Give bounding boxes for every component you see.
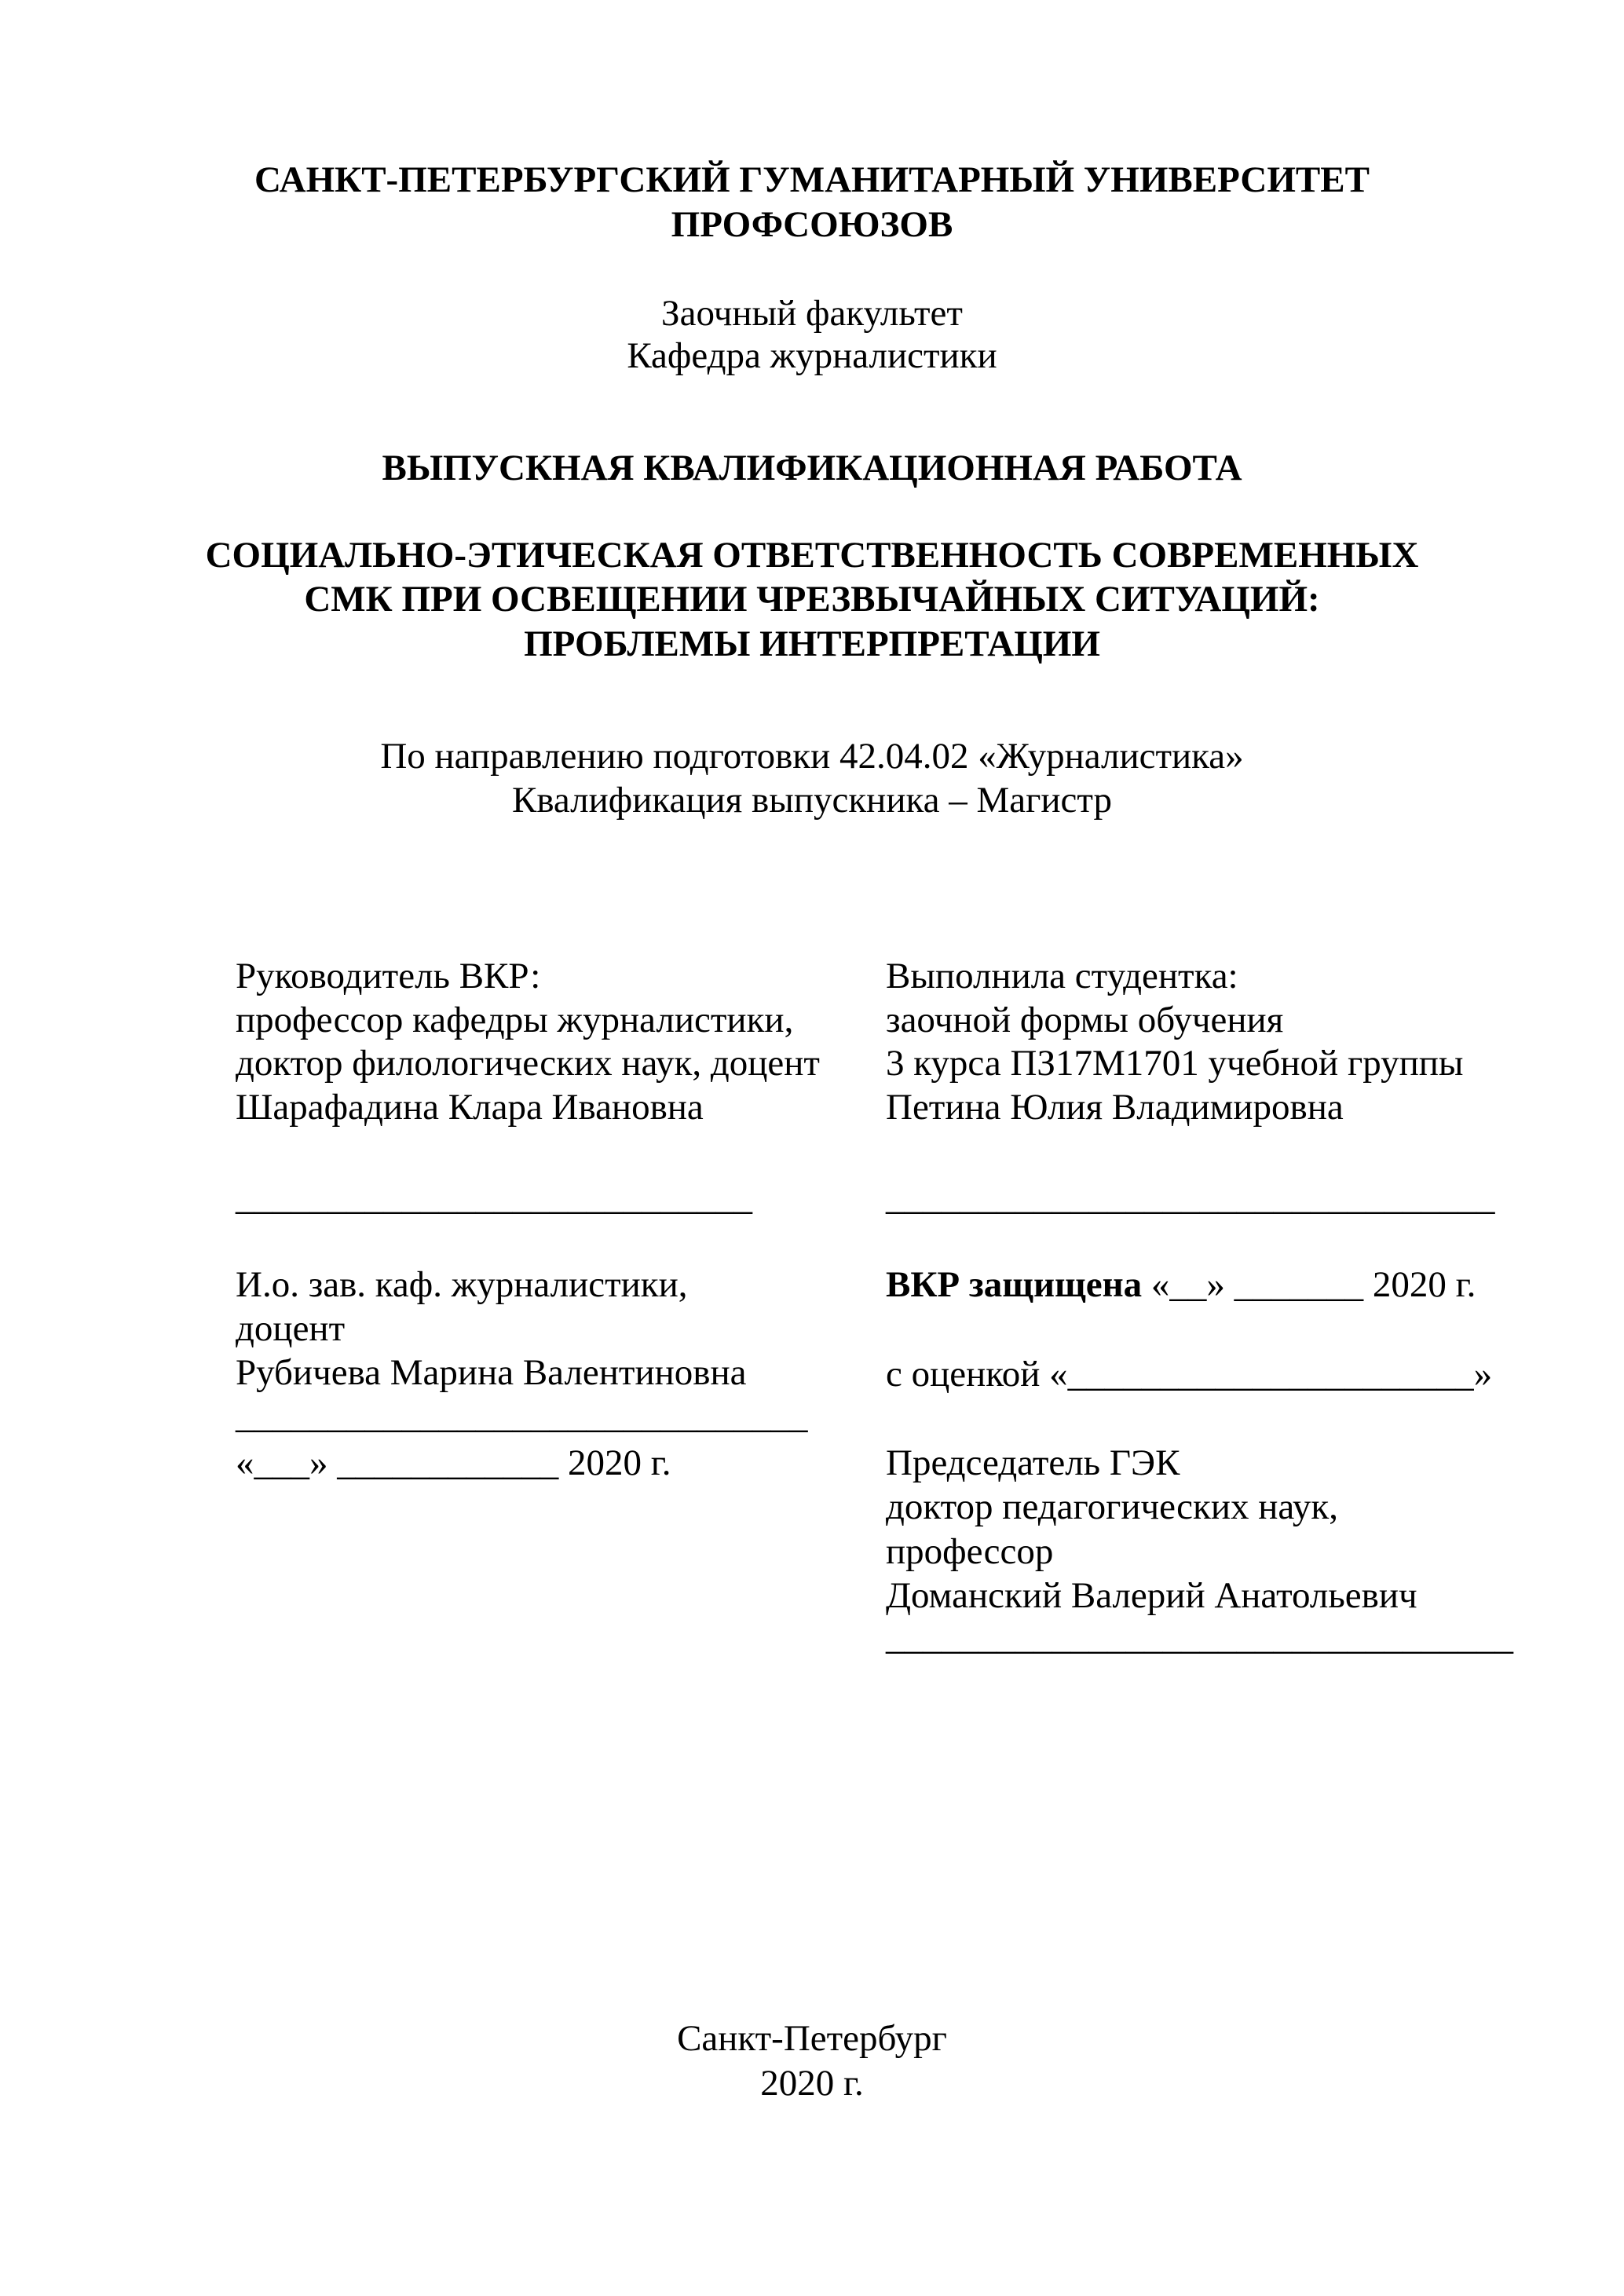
- department: Кафедра журналистики: [627, 335, 997, 376]
- city: Санкт-Петербург: [677, 2018, 947, 2059]
- head-line: И.о. зав. каф. журналистики,: [236, 1264, 688, 1305]
- university-name-line2: ПРОФСОЮЗОВ: [671, 204, 953, 245]
- title-line: СМК ПРИ ОСВЕЩЕНИИ ЧРЕЗВЫЧАЙНЫХ СИТУАЦИЙ:: [304, 579, 1320, 620]
- defense-date: [886, 1263, 1476, 1307]
- head-signature-line: _______________________________: [236, 1395, 808, 1436]
- supervisor-signature-line: ____________________________: [236, 1177, 752, 1218]
- chair-line: Председатель ГЭК: [886, 1442, 1180, 1483]
- defense-label: ВКР защищена: [886, 1264, 1143, 1305]
- head-date-line: «___» ____________ 2020 г.: [236, 1442, 671, 1483]
- defense-grade: с оценкой «______________________»: [886, 1354, 1493, 1395]
- student-line: 3 курса ПЗ17М1701 учебной группы: [886, 1043, 1464, 1084]
- supervisor-line: Шарафадина Клара Ивановна: [236, 1087, 704, 1128]
- qualification: Квалификация выпускника – Магистр: [511, 780, 1113, 821]
- title-line: ПРОБЛЕМЫ ИНТЕРПРЕТАЦИИ: [524, 623, 1100, 664]
- student-line: Петина Юлия Владимировна: [886, 1087, 1344, 1128]
- defense-date-rest: «__» _______ 2020 г.: [1142, 1264, 1476, 1305]
- chair-line: Доманский Валерий Анатольевич: [886, 1575, 1417, 1616]
- supervisor-line: Руководитель ВКР:: [236, 956, 541, 996]
- chair-line: профессор: [886, 1531, 1054, 1572]
- student-line: заочной формы обучения: [886, 1000, 1284, 1040]
- work-type: ВЫПУСКНАЯ КВАЛИФИКАЦИОННАЯ РАБОТА: [382, 448, 1242, 488]
- head-line: Рубичева Марина Валентиновна: [236, 1352, 747, 1393]
- head-line: доцент: [236, 1308, 346, 1349]
- student-signature-line: _________________________________: [886, 1177, 1495, 1218]
- chair-line: доктор педагогических наук,: [886, 1486, 1338, 1527]
- student-line: Выполнила студентка:: [886, 956, 1238, 996]
- direction: По направлению подготовки 42.04.02 «Журналистика»: [380, 736, 1244, 777]
- chair-signature-line: __________________________________: [886, 1617, 1513, 1658]
- university-name-line1: САНКТ-ПЕТЕРБУРГСКИЙ ГУМАНИТАРНЫЙ УНИВЕРСИТЕТ: [254, 159, 1370, 200]
- faculty: Заочный факультет: [661, 293, 963, 334]
- supervisor-line: доктор филологических наук, доцент: [236, 1043, 820, 1084]
- supervisor-line: профессор кафедры журналистики,: [236, 1000, 794, 1040]
- year: 2020 г.: [760, 2063, 864, 2104]
- title-line: СОЦИАЛЬНО-ЭТИЧЕСКАЯ ОТВЕТСТВЕННОСТЬ СОВРЕМЕННЫХ: [205, 535, 1419, 576]
